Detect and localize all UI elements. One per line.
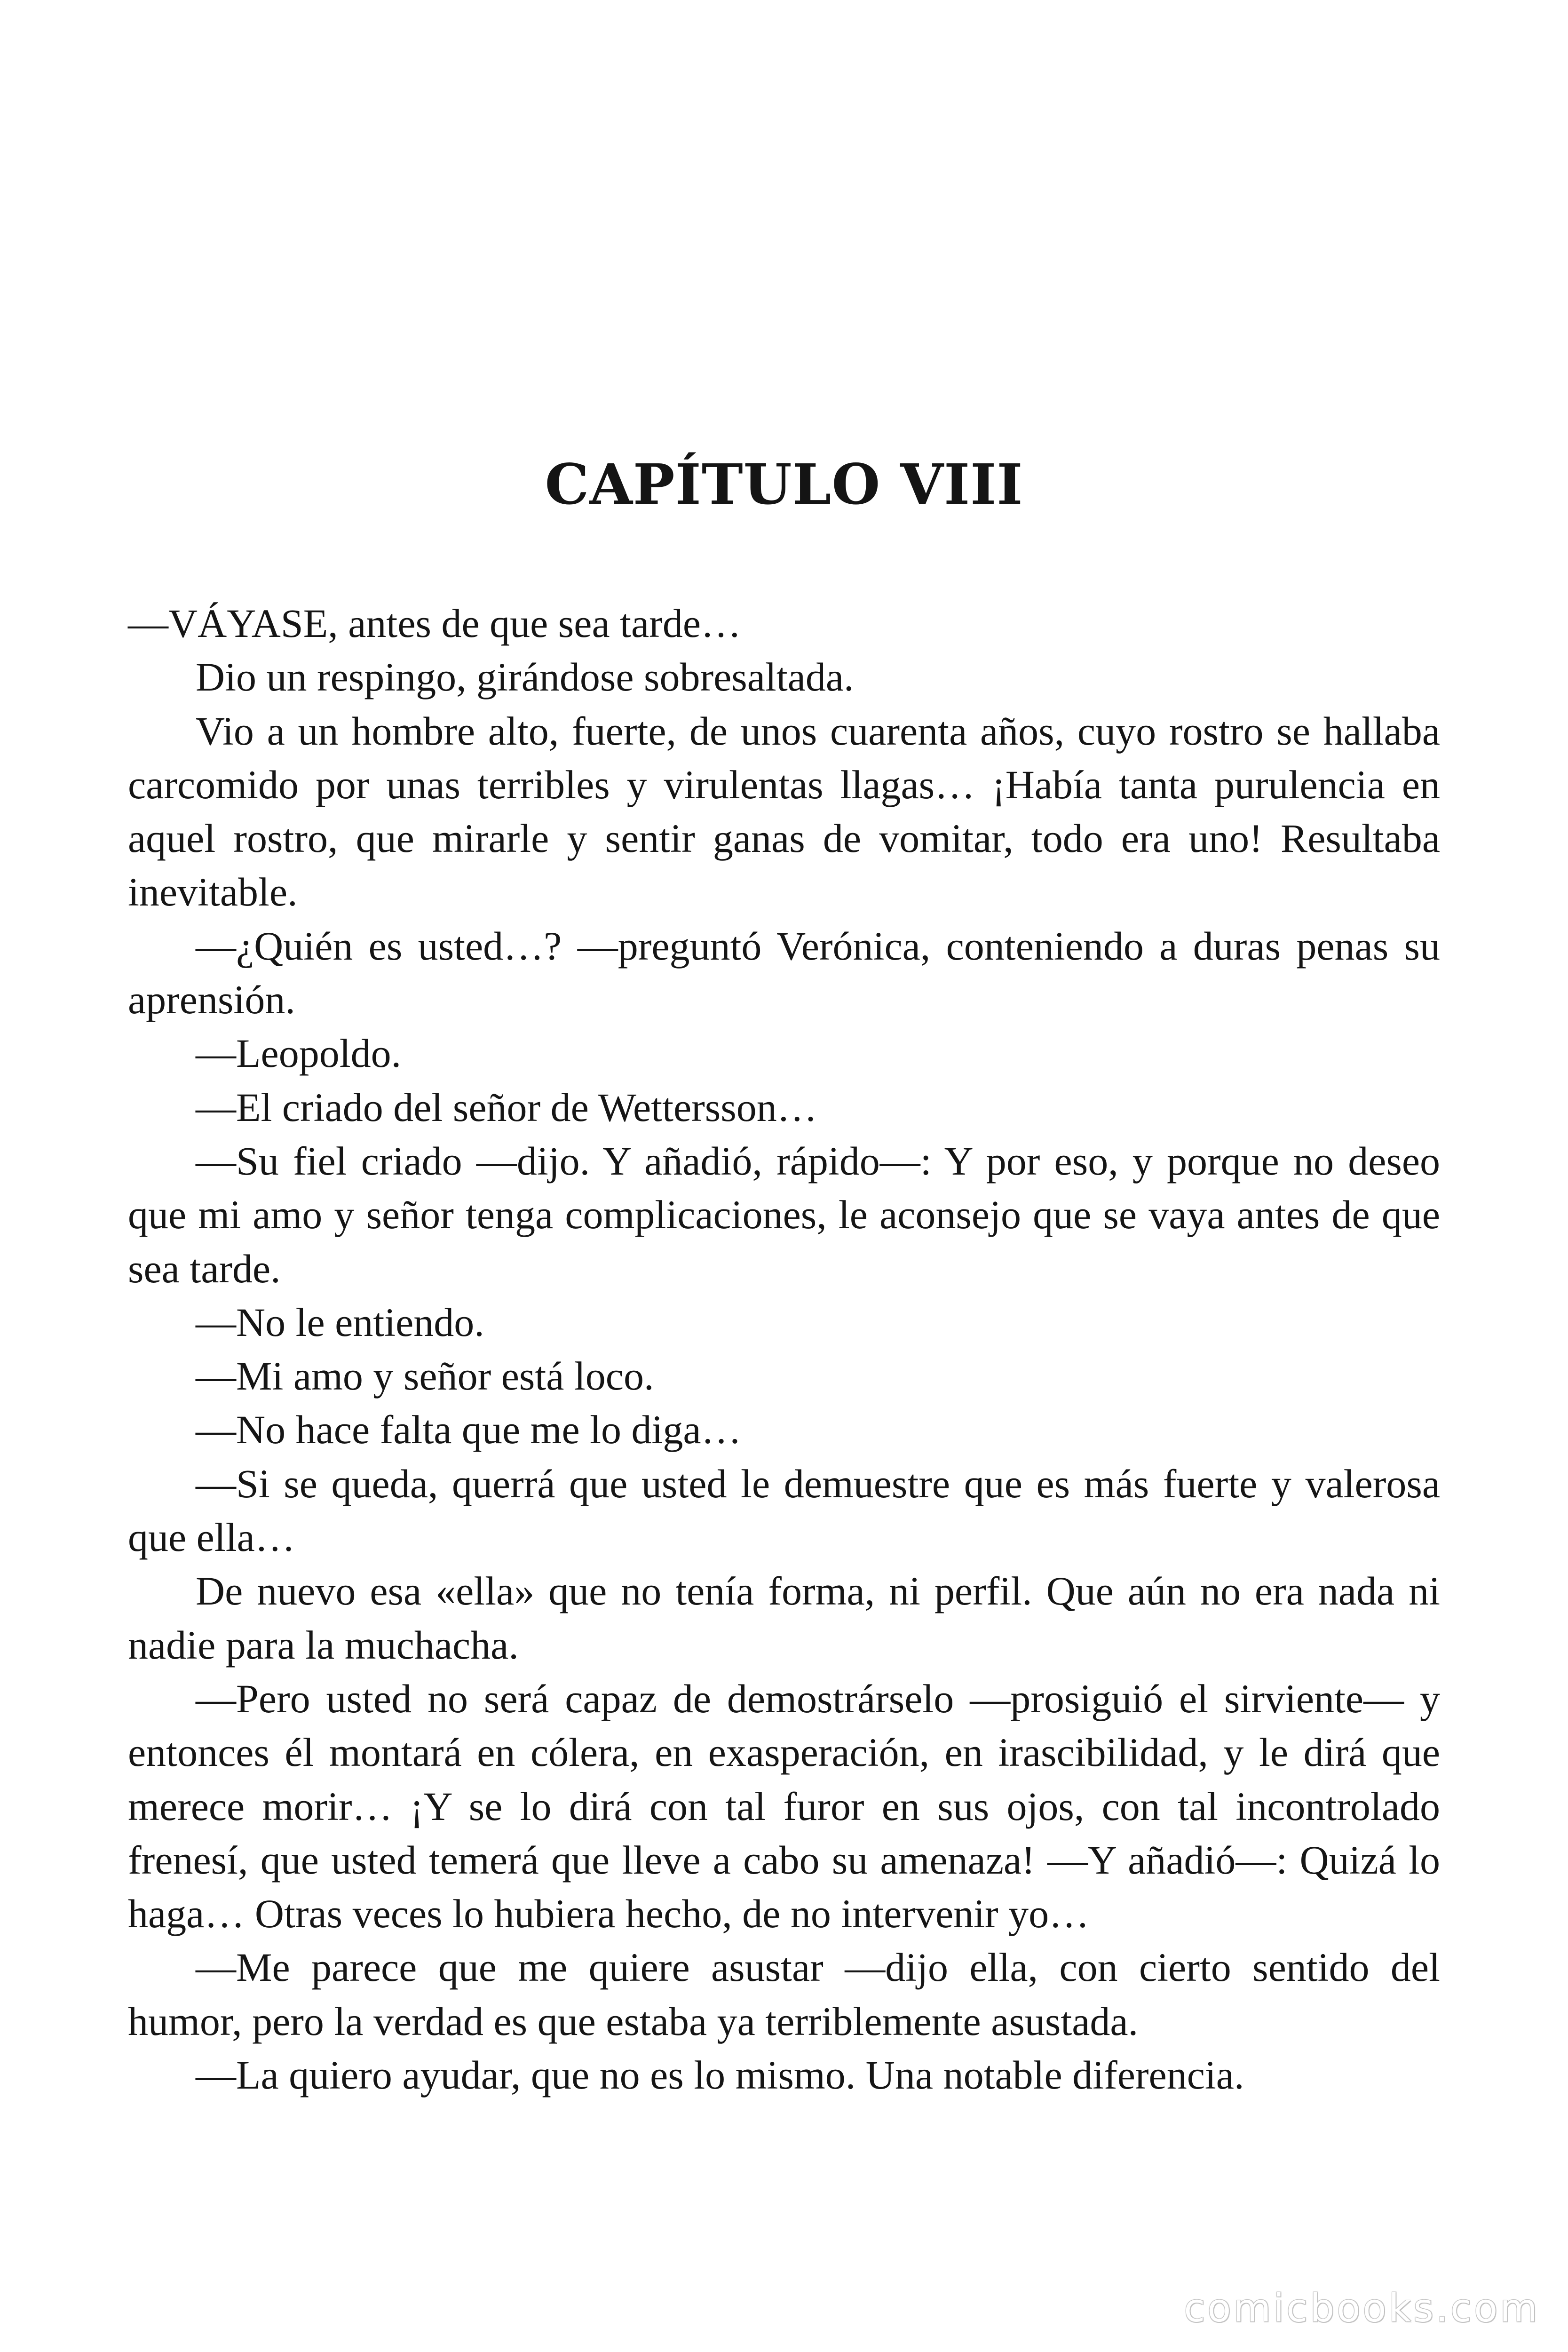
paragraph: —Leopoldo. [196, 1031, 402, 1076]
paragraph: —Pero usted no será capaz de demostrárselo —prosiguió el sirviente— y entonces él montará en cólera, en exasperación, en irascibilidad, y le dirá que merece morir… ¡Y se lo dirá con tal furor en sus ojos, con tal incontrolado frenesí, que usted temerá que lleve a cabo su amenaza! —Y añadió—: Quizá lo haga… Otras veces lo hubiera hecho, de no intervenir yo… [128, 1676, 1440, 1937]
paragraph: —La quiero ayudar, que no es lo mismo. Una notable diferencia. [196, 2052, 1244, 2098]
watermark: comicbooks.com [1184, 2286, 1540, 2331]
paragraph: Dio un respingo, girándose sobresaltada. [196, 654, 854, 700]
paragraph: —Me parece que me quiere asustar —dijo ella, con cierto sentido del humor, pero la verdad es que estaba ya terriblemente asustada. [128, 1945, 1440, 2044]
paragraph: De nuevo esa «ella» que no tenía forma, ni perfil. Que aún no era nada ni nadie para la muchacha. [128, 1568, 1440, 1668]
paragraph: —Si se queda, querrá que usted le demuestre que es más fuerte y valerosa que ella… [128, 1461, 1440, 1560]
paragraph: —VÁYASE, antes de que sea tarde… [128, 601, 741, 646]
paragraph: —¿Quién es usted…? —preguntó Verónica, conteniendo a duras penas su aprensión. [128, 923, 1440, 1023]
paragraph: —Mi amo y señor está loco. [196, 1353, 654, 1399]
paragraph: Vio a un hombre alto, fuerte, de unos cuarenta años, cuyo rostro se hallaba carcomido por unas terribles y virulentas llagas… ¡Había tanta purulencia en aquel rostro, que mirarle y sentir ganas de vomitar, todo era uno! Resultaba inevitable. [128, 708, 1440, 915]
chapter-title: CAPÍTULO VIII [545, 452, 1023, 517]
paragraph: —El criado del señor de Wettersson… [196, 1084, 817, 1130]
paragraph: —No hace falta que me lo diga… [196, 1407, 742, 1453]
paragraph: —No le entiendo. [196, 1299, 484, 1345]
chapter-body [128, 596, 1440, 2102]
paragraph: —Su fiel criado —dijo. Y añadió, rápido—: Y por eso, y porque no deseo que mi amo y señor tenga complicaciones, le aconsejo que se vaya antes de que sea tarde. [128, 1138, 1440, 1291]
